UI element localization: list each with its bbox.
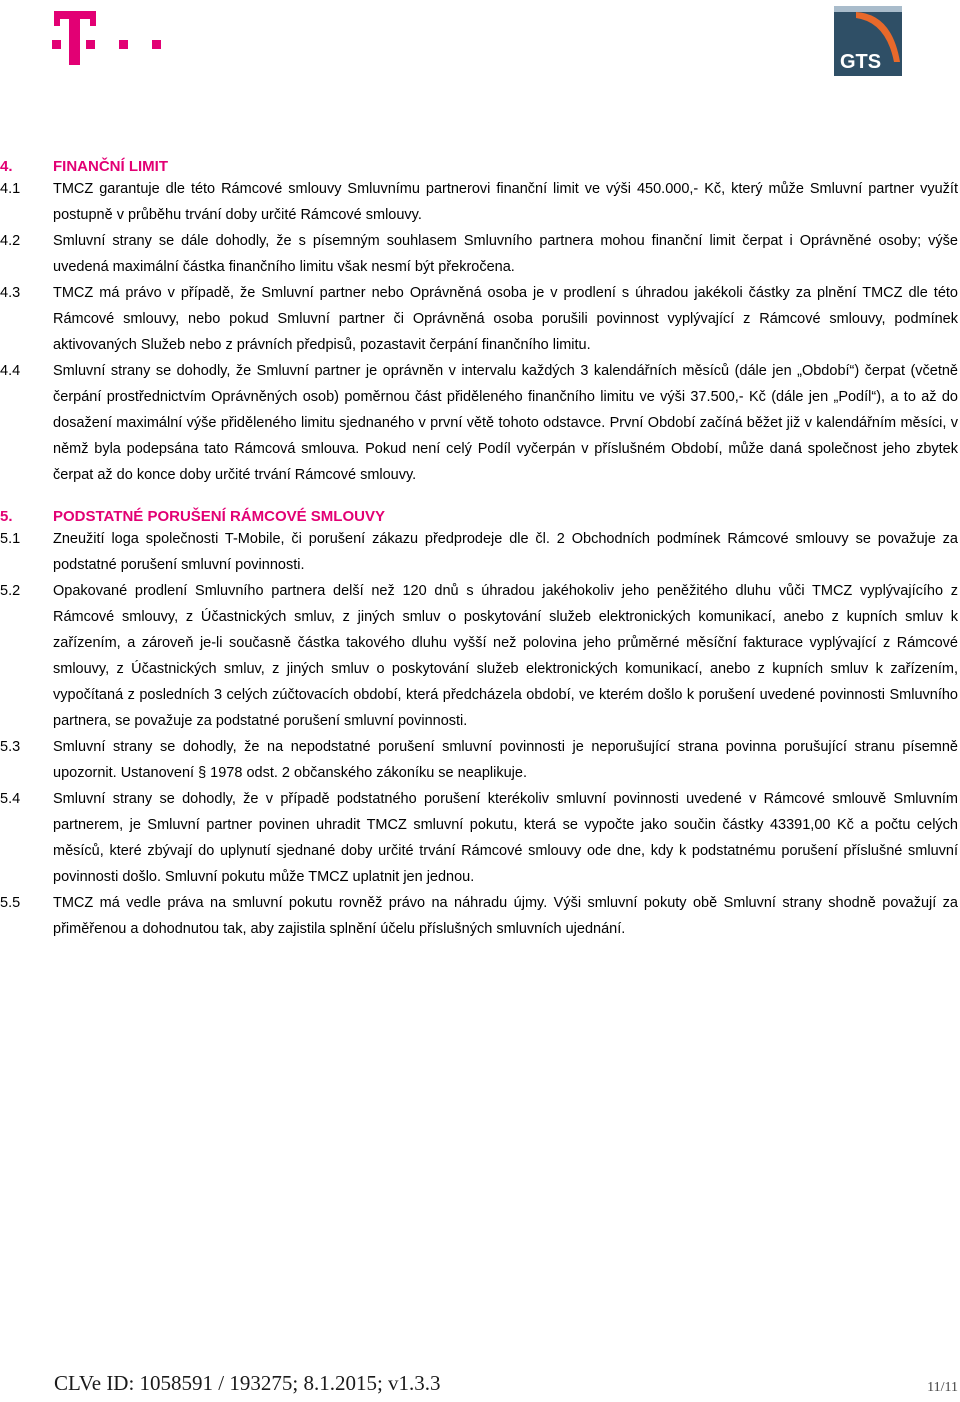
clause: [0, 890, 958, 942]
clause: [0, 786, 958, 890]
clause-text: Opakované prodlení Smluvního partnera delší než 120 dnů s úhradou jakéhokoliv jeho peněžitého dluhu vůči TMCZ vyplývajícího z Rámcové smlouvy, z Účastnických smluv, z jiných smluv o poskytování služeb elektronických komunikací, anebo z kupních smluv k zařízením, a zároveň je-li současně částka takového dluhu vyšší než polovina jeho průměrné měsíční fakturace vyplývající z Rámcové smlouvy, z Účastnických smluv, z jiných smluv o poskytování služeb elektronických komunikací, anebo z kupních smluv k zařízením, vypočítaná z posledních 3 celých zúčtovacích období, která předcházela období, ve kterém došlo k porušení uvedené povinnosti Smluvního partnera, se považuje za podstatné porušení smluvní povinnosti.: [53, 583, 958, 729]
clause: [0, 280, 958, 358]
clause-number: 4.2: [0, 233, 21, 249]
section-title: FINANČNÍ LIMIT: [53, 158, 168, 175]
clause-number: 4.4: [0, 363, 21, 379]
logo-dot-3: [119, 40, 128, 49]
page-footer: [54, 1369, 960, 1397]
section-number: 4.: [0, 158, 13, 175]
clause: [0, 526, 958, 578]
clause-text: Smluvní strany se dohodly, že na nepodstatné porušení smluvní povinnosti je neporušující strana povinna porušující stranu písemně upozornit. Ustanovení § 1978 odst. 2 občanského zákoníku se neaplikuje.: [53, 739, 958, 781]
clause: [0, 734, 958, 786]
clause-number: 4.1: [0, 181, 21, 197]
gts-logo: [834, 6, 902, 76]
clause-number: 5.1: [0, 531, 21, 547]
clause-text: TMCZ má vedle práva na smluvní pokutu rovněž právo na náhradu újmy. Výši smluvní pokuty obě Smluvní strany shodně považují za přiměřenou a dohodnutou tak, aby zajistila splnění účelu příslušných smluvních ujednání.: [53, 895, 958, 937]
clause-number: 5.5: [0, 895, 21, 911]
clause-number: 5.4: [0, 791, 21, 807]
clause-text: Smluvní strany se dále dohodly, že s písemným souhlasem Smluvního partnera mohou finanční limit čerpat i Oprávněné osoby; výše uvedená maximální částka finančního limitu však nesmí být překročena.: [53, 233, 958, 275]
clause-number: 4.3: [0, 285, 21, 301]
clause-text: Smluvní strany se dohodly, že v případě podstatného porušení kterékoliv smluvní povinnosti uvedené v Rámcové smlouvě Smluvním partnerem, je Smluvní partner povinen uhradit TMCZ smluvní pokutu, která se vypočte jako součin částky 43391,00 Kč a počtu celých měsíců, které zbývají do uplynutí sjednané doby určité trvání Rámcové smlouvy ode dne, kdy k podstatnému porušení příslušné smluvní povinnosti došlo. Smluvní pokutu může TMCZ uplatnit jen jednou.: [53, 791, 958, 885]
logo-dot-4: [152, 40, 161, 49]
clause: [0, 228, 958, 280]
clause: [0, 578, 958, 734]
section-spacer: [0, 488, 958, 506]
clause-number: 5.3: [0, 739, 21, 755]
gts-logo-text: GTS: [840, 51, 882, 73]
telekom-t-logo: [50, 10, 165, 66]
logo-dot-2: [86, 40, 95, 49]
section-number: 5.: [0, 508, 13, 525]
clause-text: Zneužití loga společnosti T-Mobile, či porušení zákazu předprodeje dle čl. 2 Obchodních podmínek Rámcové smlouvy se považuje za podstatné porušení smluvní povinnosti.: [53, 531, 958, 573]
clause: [0, 358, 958, 488]
clause-number: 5.2: [0, 583, 21, 599]
logo-t-right: [90, 11, 96, 26]
document-id: CLVe ID: 1058591 / 193275; 8.1.2015; v1.3.3: [54, 1371, 441, 1395]
clause: [0, 176, 958, 228]
logo-dot-1: [52, 40, 61, 49]
logo-t-left: [54, 11, 60, 26]
logo-t-stem: [69, 11, 80, 65]
section-title: PODSTATNÉ PORUŠENÍ RÁMCOVÉ SMLOUVY: [53, 508, 385, 525]
clause-text: TMCZ garantuje dle této Rámcové smlouvy Smluvnímu partnerovi finanční limit ve výši 450.000,- Kč, který může Smluvní partner využít postupně v průběhu trvání doby určité Rámcové smlouvy.: [53, 181, 958, 223]
page-number: 11/11: [927, 1380, 958, 1395]
clause-text: Smluvní strany se dohodly, že Smluvní partner je oprávněn v intervalu každých 3 kalendářních měsíců (dále jen „Období“) čerpat (včetně čerpání prostřednictvím Oprávněných osob) poměrnou část přiděleného finančního limitu ve výši 37.500,- Kč (dále jen „Podíl“), a to až do dosažení maximální výše přiděleného limitu sjednaného v první větě tohoto odstavce. První Období začíná běžet již v kalendářním měsíci, v němž byla podepsána tato Rámcová smlouva. Pokud není celý Podíl vyčerpán v příslušném Období, může daná společnost jeho zbytek čerpat až do konce doby určité trvání Rámcové smlouvy.: [53, 363, 958, 483]
section-heading: [0, 506, 958, 526]
clause-text: TMCZ má právo v případě, že Smluvní partner nebo Oprávněná osoba je v prodlení s úhradou jakékoli částky za plnění TMCZ dle této Rámcové smlouvy, nebo pokud Smluvní partner či Oprávněná osoba porušili povinnost vyplývající z Rámcové smlouvy, podmínek aktivovaných Služeb nebo z právních předpisů, pozastavit čerpání finančního limitu.: [53, 285, 958, 353]
section-heading: [0, 156, 958, 176]
document-body: [0, 156, 958, 942]
